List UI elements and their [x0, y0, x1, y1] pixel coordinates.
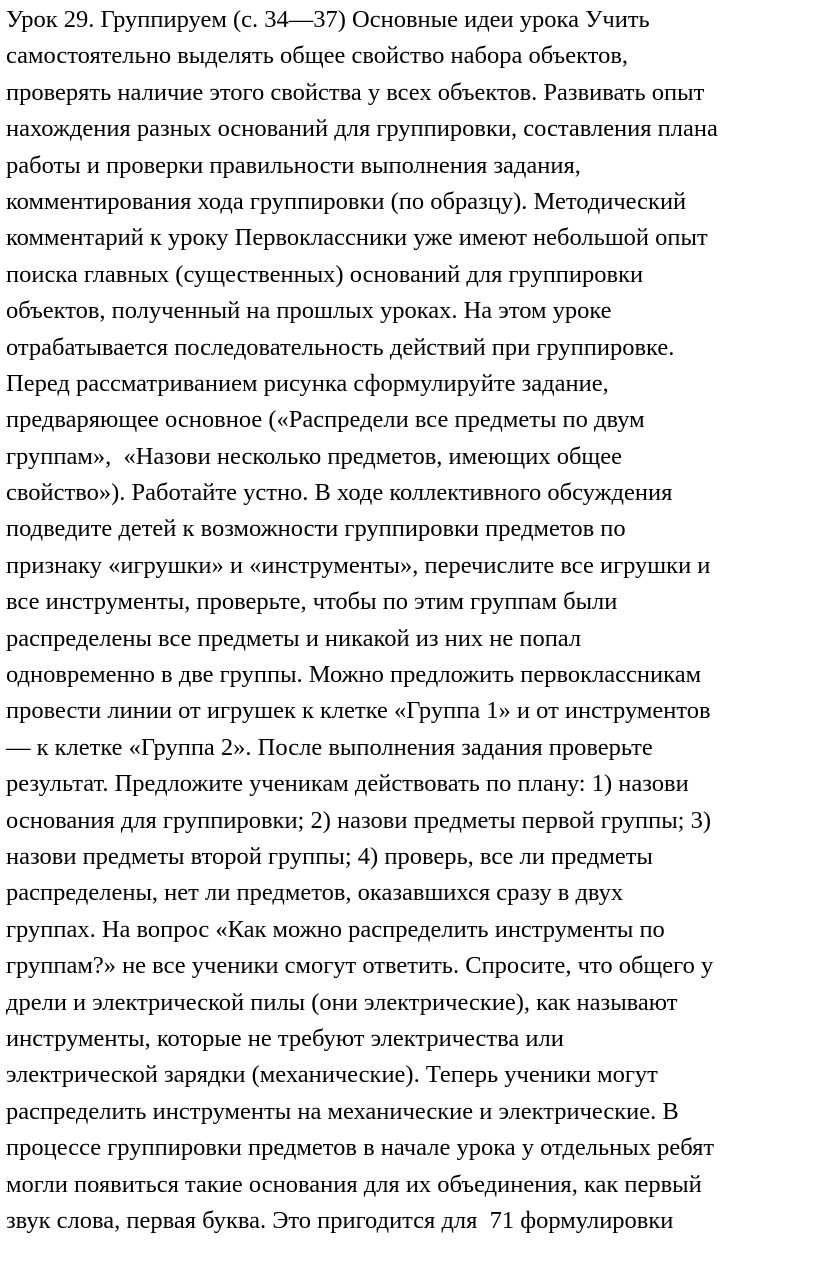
- text-line-12: предваряющее основное («Распредели все предметы по двум: [6, 406, 645, 434]
- text-line-6: комментирования хода группировки (по образцу). Методический: [6, 187, 687, 215]
- text-line-25: распределены, нет ли предметов, оказавшихся сразу в двух: [6, 879, 624, 907]
- document-page: [6, 2, 812, 1239]
- text-line-9: объектов, полученный на прошлых уроках. На этом уроке: [6, 297, 612, 325]
- text-line-28: дрели и электрической пилы (они электрические), как называют: [6, 988, 678, 1016]
- text-line-31: распределить инструменты на механические и электрические. В: [6, 1097, 679, 1125]
- text-line-16: признаку «игрушки» и «инструменты», перечислите все игрушки и: [6, 551, 711, 579]
- text-line-18: распределены все предметы и никакой из них не попал: [6, 624, 582, 652]
- text-line-23: основания для группировки; 2) назови предметы первой группы; 3): [6, 806, 712, 834]
- text-line-14: свойство»). Работайте устно. В ходе коллективного обсуждения: [6, 479, 673, 507]
- text-line-29: инструменты, которые не требуют электричества или: [6, 1024, 564, 1052]
- text-line-10: отрабатывается последовательность действий при группировке.: [6, 333, 675, 361]
- text-line-26: группах. На вопрос «Как можно распределить инструменты по: [6, 915, 665, 943]
- text-line-11: Перед рассматриванием рисунка сформулируйте задание,: [6, 369, 609, 397]
- text-line-2: самостоятельно выделять общее свойство набора объектов,: [6, 42, 629, 70]
- text-line-32: процессе группировки предметов в начале урока у отдельных ребят: [6, 1134, 715, 1162]
- text-line-17: все инструменты, проверьте, чтобы по этим группам были: [6, 588, 618, 616]
- text-line-27: группам?» не все ученики смогут ответить. Спросите, что общего у: [6, 952, 714, 980]
- text-line-15: подведите детей к возможности группировки предметов по: [6, 515, 626, 543]
- text-line-7: комментарий к уроку Первоклассники уже имеют небольшой опыт: [6, 224, 708, 252]
- text-line-34: звук слова, первая буква. Это пригодится для 71 формулировки: [6, 1206, 674, 1234]
- text-line-8: поиска главных (существенных) оснований для группировки: [6, 260, 644, 288]
- text-line-21: — к клетке «Группа 2». После выполнения задания проверьте: [6, 733, 653, 761]
- text-line-3: проверять наличие этого свойства у всех объектов. Развивать опыт: [6, 78, 705, 106]
- text-line-20: провести линии от игрушек к клетке «Группа 1» и от инструментов: [6, 697, 711, 725]
- text-line-5: работы и проверки правильности выполнения задания,: [6, 151, 581, 179]
- text-line-33: могли появиться такие основания для их объединения, как первый: [6, 1170, 702, 1198]
- text-line-22: результат. Предложите ученикам действовать по плану: 1) назови: [6, 770, 689, 798]
- text-line-4: нахождения разных оснований для группировки, составления плана: [6, 115, 718, 143]
- text-line-24: назови предметы второй группы; 4) проверь, все ли предметы: [6, 842, 653, 870]
- text-line-19: одновременно в две группы. Можно предложить первоклассникам: [6, 661, 702, 689]
- text-line-1: Урок 29. Группируем (с. 34—37) Основные идеи урока Учить: [6, 6, 650, 33]
- text-line-30: электрической зарядки (механические). Теперь ученики могут: [6, 1061, 658, 1089]
- text-line-13: группам», «Назови несколько предметов, имеющих общее: [6, 442, 623, 470]
